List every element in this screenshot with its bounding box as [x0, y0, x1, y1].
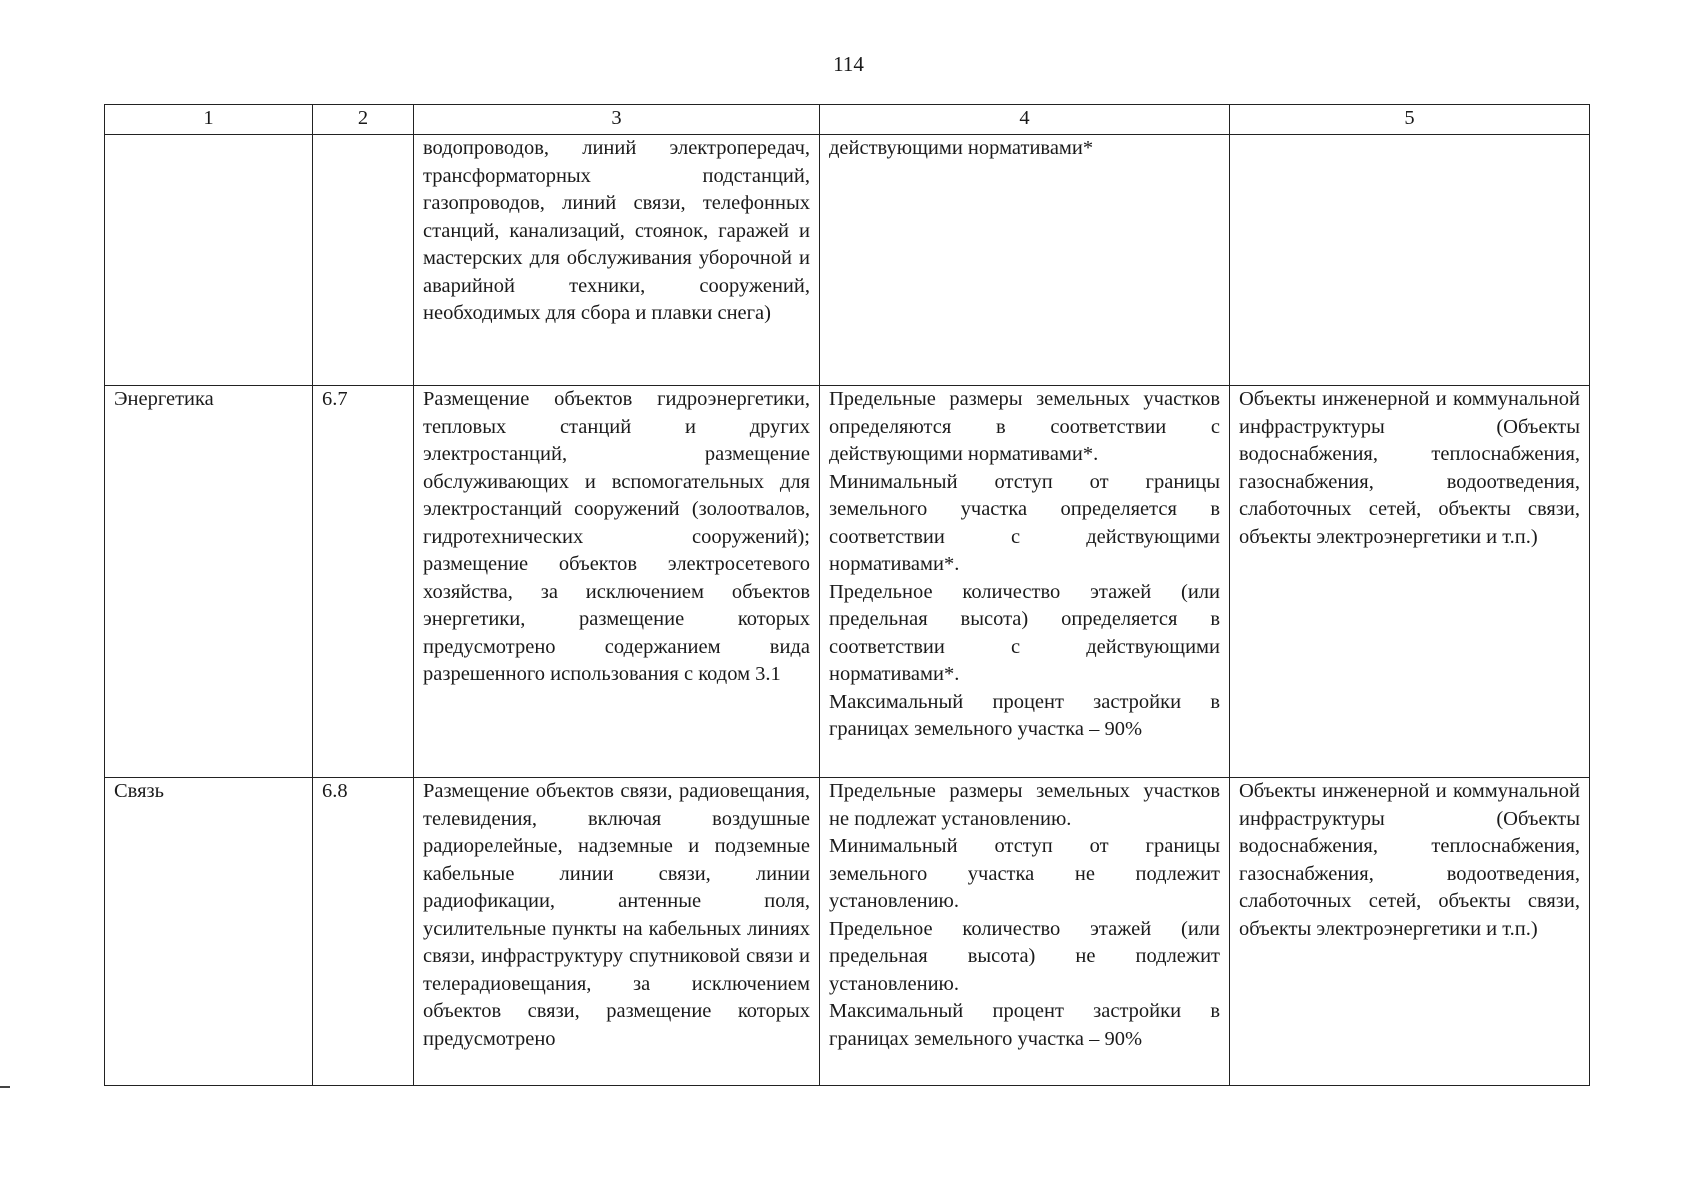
use-description: Размещение объектов связи, радиовещания, телевидения, включая воздушные радиорелейные, надземные и подземные кабельные линии связи, линии радиофикации, антенные поля, усилительные пункты на кабельных линиях связи, инфраструктуру спутниковой связи и телерадиовещания, за исключением объектов связи, размещение которых предусмотрено [423, 780, 810, 1050]
use-parameters-cell [820, 778, 1230, 1086]
table-row [105, 778, 1590, 1086]
use-parameters-cell [820, 386, 1230, 778]
use-objects-cell [1230, 778, 1590, 1086]
use-description-cell [414, 386, 820, 778]
table-row [105, 386, 1590, 778]
table-header-row [105, 105, 1590, 135]
land-use-table [104, 104, 1590, 1086]
use-objects-cell [1230, 135, 1590, 386]
use-name-cell: Энергетика [105, 386, 313, 778]
use-name-cell [105, 135, 313, 386]
use-objects: Объекты инженерной и коммунальной инфраструктуры (Объекты водоснабжения, теплоснабжения, газоснабжения, водоотведения, слаботочных сетей, объекты связи, объекты электроэнергетики и т.п.) [1239, 780, 1580, 940]
header-cell: 4 [820, 105, 1230, 135]
use-objects: Объекты инженерной и коммунальной инфраструктуры (Объекты водоснабжения, теплоснабжения, газоснабжения, водоотведения, слаботочных сетей, объекты связи, объекты электроэнергетики и т.п.) [1239, 388, 1580, 548]
use-parameters: Предельные размеры земельных участков определяются в соответствии с действующими нормативами*. Минимальный отступ от границы земельного участка определяется в соответствии с действующими нормативами*. Предельное количество этажей (или предельная высота) определяется в соответствии с действующими нормативами*. Максимальный процент застройки в границах земельного участка – 90% [829, 388, 1220, 740]
use-description: Размещение объектов гидроэнергетики, тепловых станций и других электростанций, размещение обслуживающих и вспомогательных для электростанций сооружений (золоотвалов, гидротехнических сооружений); размещение объектов электросетевого хозяйства, за исключением объектов энергетики, размещение которых предусмотрено содержанием вида разрешенного использования с кодом 3.1 [423, 388, 810, 685]
use-code-cell: 6.8 [313, 778, 414, 1086]
use-description-cell [414, 778, 820, 1086]
use-code-cell: 6.7 [313, 386, 414, 778]
use-name-cell: Связь [105, 778, 313, 1086]
margin-mark [0, 1086, 10, 1088]
use-parameters-cell [820, 135, 1230, 386]
table-row [105, 135, 1590, 386]
use-description: водопроводов, линий электропередач, трансформаторных подстанций, газопроводов, линий связи, телефонных станций, канализаций, стоянок, гаражей и мастерских для обслуживания уборочной и аварийной техники, сооружений, необходимых для сбора и плавки снега) [423, 137, 810, 324]
use-parameters: Предельные размеры земельных участков не подлежат установлению. Минимальный отступ от границы земельного участка не подлежит установлению. Предельное количество этажей (или предельная высота) не подлежит установлению. Максимальный процент застройки в границах земельного участка – 90% [829, 780, 1220, 1050]
header-cell: 3 [414, 105, 820, 135]
use-parameters: действующими нормативами* [829, 137, 1094, 159]
header-cell: 1 [105, 105, 313, 135]
use-description-cell [414, 135, 820, 386]
header-cell: 2 [313, 105, 414, 135]
use-code-cell [313, 135, 414, 386]
page-number: 114 [833, 52, 864, 76]
header-cell: 5 [1230, 105, 1590, 135]
use-objects-cell [1230, 386, 1590, 778]
